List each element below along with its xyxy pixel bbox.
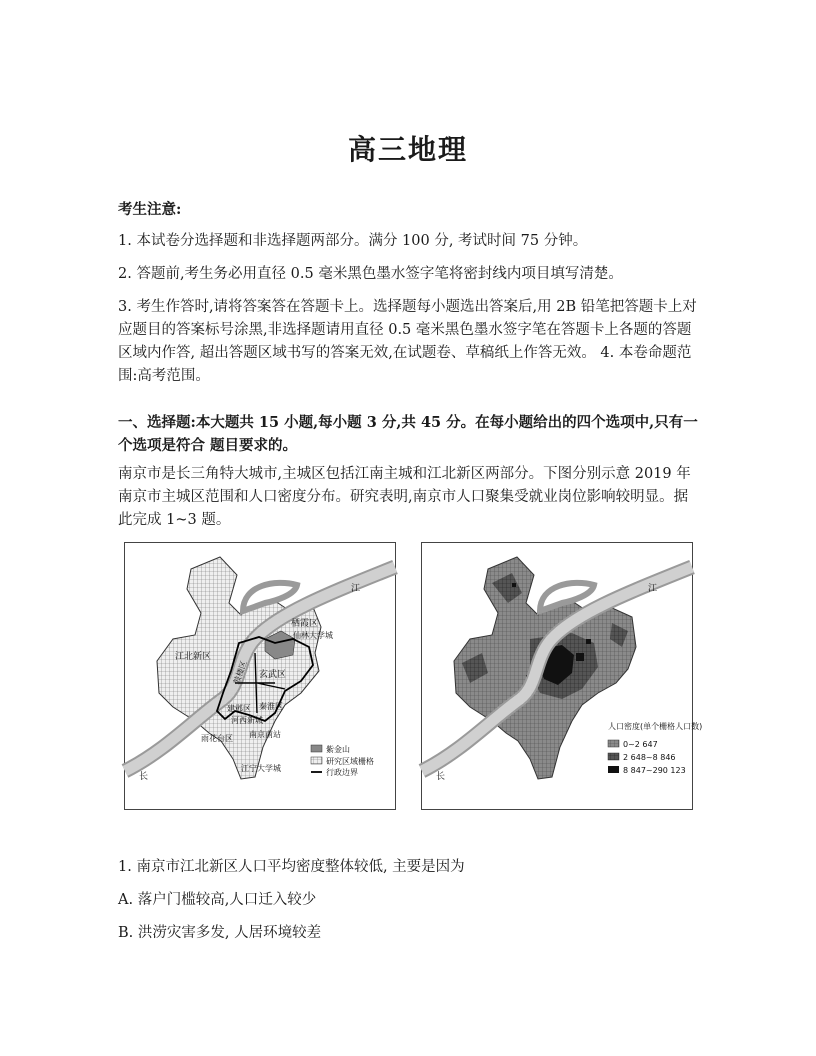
district-label-qixia: 栖霞区	[291, 619, 319, 629]
district-label-xuanwu: 玄武区	[259, 670, 287, 680]
district-label-hexi: 河西新城	[231, 716, 263, 725]
district-label-jianye: 建邺区	[227, 704, 251, 713]
district-label-xianlin: 仙林大学城	[293, 631, 333, 640]
population-density-map	[421, 542, 703, 810]
district-map	[124, 542, 396, 810]
legend-swatch-zijin	[311, 745, 322, 752]
legend-label-grid: 研究区域栅格	[326, 757, 374, 766]
notice-item-1: 1. 本试卷分选择题和非选择题两部分。满分 100 分, 考试时间 75 分钟。	[118, 233, 588, 249]
legend-label-high: 8 847~290 123	[623, 766, 686, 775]
legend-swatch-low	[608, 740, 619, 747]
legend-swatch-grid	[311, 757, 322, 764]
legend-title-density: 人口密度(单个栅格人口数)	[608, 722, 703, 731]
district-label-gulou: 鼓楼区	[232, 659, 249, 686]
question-1-option-b: B. 洪涝灾害多发, 人居环境较差	[118, 925, 322, 941]
river-label-chang: 长	[139, 772, 149, 782]
legend-label-boundary: 行政边界	[326, 768, 358, 777]
notice-item-3: 3. 考生作答时,请将答案答在答题卡上。选择题每小题选出答案后,用 2B 铅笔把答题卡上对应题目的答案标号涂黑,非选择题请用直径 0.5 毫米黑色墨水签字笔在答题卡上各题的答题区域内作答, 超出答题区域书写的答案无效,在试题卷、草稿纸上作答无效。 4. 本卷命题范围:高考范围。	[118, 299, 697, 384]
section-intro: 南京市是长三角特大城市,主城区包括江南主城和江北新区两部分。下图分别示意 2019 年南京市主城区范围和人口密度分布。研究表明,南京市人口聚集受就业岗位影响较明显。据此完成 1~3 题。	[118, 466, 691, 528]
district-label-nanjing-south: 南京南站	[249, 730, 281, 739]
legend-swatch-high	[608, 766, 619, 773]
density-map-svg	[422, 543, 703, 809]
legend-label-zijin: 紫金山	[326, 745, 350, 754]
section-heading: 一、选择题:本大题共 15 小题,每小题 3 分,共 45 分。在每小题给出的四个选项中,只有一个选项是符合 题目要求的。	[118, 414, 698, 454]
district-label-jiangbei: 江北新区	[175, 652, 212, 662]
legend-swatch-medium	[608, 753, 619, 760]
notice-heading: 考生注意:	[118, 201, 182, 218]
district-label-yuhuatai: 雨花台区	[201, 734, 233, 743]
page-title: 高三地理	[347, 133, 468, 166]
legend-label-medium: 2 648~8 846	[623, 753, 676, 762]
river-label-chang-right: 长	[436, 772, 446, 782]
district-label-jiangning: 江宁大学城	[241, 764, 281, 773]
district-map-svg	[125, 543, 395, 809]
district-label-qinhuai: 秦淮区	[259, 702, 283, 711]
river-label-jiang: 江	[351, 584, 361, 594]
notice-item-2: 2. 答题前,考生务必用直径 0.5 毫米黑色墨水签字笔将密封线内项目填写清楚。	[118, 266, 623, 282]
river-label-jiang-right: 江	[648, 584, 658, 594]
question-1-option-a: A. 落户门槛较高,人口迁入较少	[118, 892, 317, 908]
legend-label-low: 0~2 647	[623, 740, 658, 749]
question-1-stem: 1. 南京市江北新区人口平均密度整体较低, 主要是因为	[118, 859, 465, 875]
